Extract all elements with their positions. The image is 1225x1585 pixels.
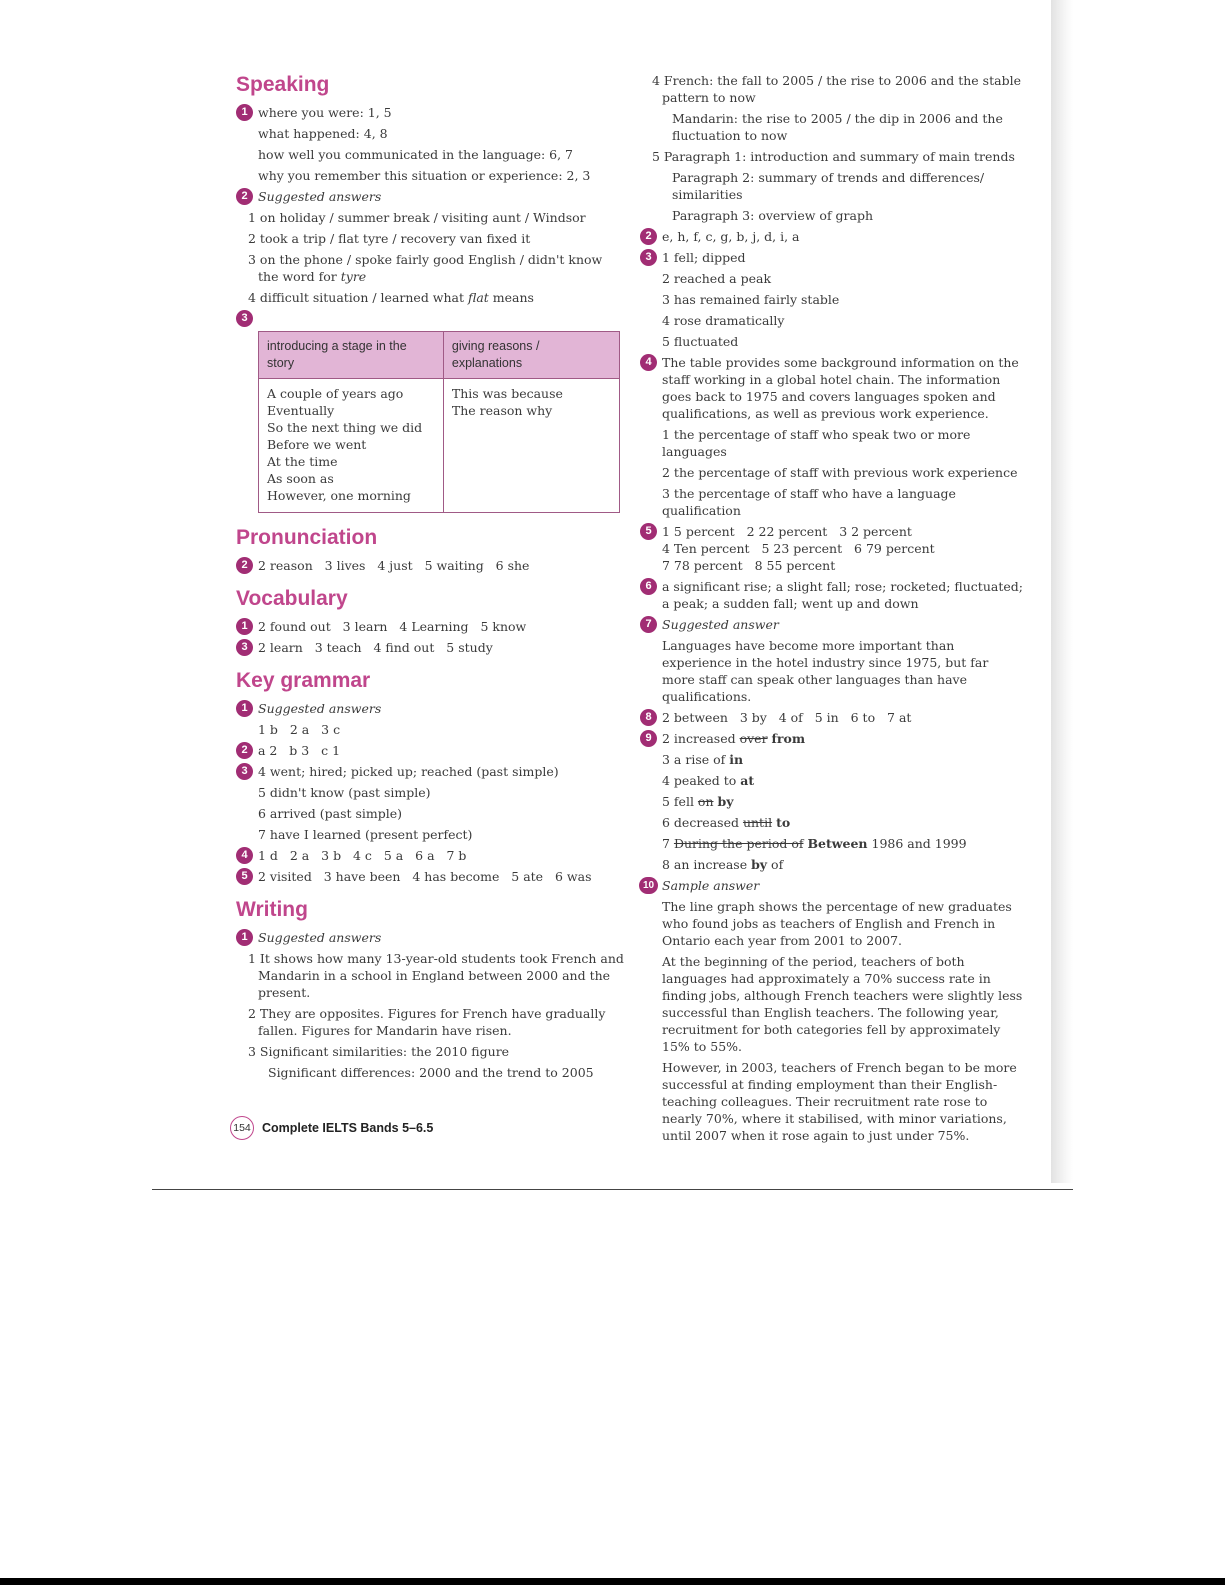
pronunciation-q2 [236, 557, 626, 574]
writing-q7 [640, 616, 1025, 705]
answer-line: 2 learn 3 teach 4 find out 5 study [258, 640, 493, 655]
correction-text: 6 decreased [662, 815, 743, 830]
answer-line: 3 Significant similarities: the 2010 figure [248, 1044, 510, 1059]
corrected-word: by [717, 794, 734, 809]
table-phrase: So the next thing we did [267, 420, 423, 435]
corrected-word: to [776, 815, 791, 830]
grammar-q3 [236, 763, 626, 843]
number-badge: 6 [640, 578, 657, 595]
answers-label: Suggested answers [258, 701, 382, 716]
struck-word: until [742, 815, 773, 830]
number-badge: 5 [640, 523, 657, 540]
table-header: introducing a stage in the story [259, 332, 444, 379]
answer-line: 5 didn't know (past simple) [258, 785, 431, 800]
grammar-q2 [236, 742, 626, 759]
answer-line: 1 5 percent 2 22 percent 3 2 percent [662, 524, 912, 539]
answer-text: 3 on the phone / spoke fairly good English / didn't know the word for [248, 252, 603, 284]
page-number: 154 [230, 1116, 254, 1140]
answer-line: 2 the percentage of staff with previous work experience [662, 465, 1018, 480]
writing-heading: Writing [236, 898, 308, 921]
pronunciation-section [236, 525, 626, 574]
answer-line: 7 78 percent 8 55 percent [662, 558, 836, 573]
answer-line: Mandarin: the rise to 2005 / the dip in 2006 and the fluctuation to now [672, 111, 1003, 143]
answer-line: 2 visited 3 have been 4 has become 5 ate 6 was [258, 869, 592, 884]
number-badge: 1 [236, 618, 253, 635]
table-cell [259, 379, 444, 513]
answer-line: how well you communicated in the language: 6, 7 [258, 147, 574, 162]
answer-paragraph: However, in 2003, teachers of French began to be more successful at finding employment than their English-teaching colleagues. Their recruitment rate rose to nearly 70%, where it stabilised, with minor variations, until 2007 when it rose again to just under 75%. [662, 1060, 1017, 1143]
page-footer [230, 1116, 433, 1140]
answer-paragraph: The line graph shows the percentage of new graduates who found jobs as teachers of English and French in Ontario each year from 2001 to 2007. [662, 899, 1012, 948]
answer-line: 3 has remained fairly stable [662, 292, 840, 307]
correction-text: of [767, 857, 784, 872]
answer-line [248, 251, 626, 285]
answer-line: 5 Paragraph 1: introduction and summary of main trends [652, 149, 1015, 164]
table-phrase: At the time [267, 454, 338, 469]
answers-label: Suggested answers [258, 930, 382, 945]
answer-line: Significant differences: 2000 and the trend to 2005 [268, 1065, 594, 1080]
answer-line: 7 have I learned (present perfect) [258, 827, 473, 842]
answer-line: 3 the percentage of staff who have a language qualification [662, 486, 956, 518]
answer-line: Paragraph 2: summary of trends and differences/ similarities [672, 170, 985, 202]
answer-line: 1 fell; dipped [662, 250, 746, 265]
number-badge: 3 [236, 310, 253, 327]
answer-text: 4 difficult situation / learned what [248, 290, 468, 305]
number-badge: 1 [236, 700, 253, 717]
answer-line [248, 289, 626, 306]
correction-text: 5 fell [662, 794, 698, 809]
speaking-q3 [236, 310, 626, 327]
grammar-heading: Key grammar [236, 669, 371, 692]
number-badge: 3 [640, 249, 657, 266]
table-header: giving reasons / explanations [443, 332, 619, 379]
vocabulary-q1 [236, 618, 626, 635]
correction-text: 4 peaked to [662, 773, 741, 788]
table-phrase: As soon as [267, 471, 334, 486]
grammar-section [236, 668, 626, 885]
number-badge: 4 [236, 847, 253, 864]
writing-q4 [640, 354, 1025, 519]
correction-line [662, 772, 1025, 789]
grammar-q5 [236, 868, 626, 885]
writing-q8 [640, 709, 1025, 726]
bottom-border [0, 1578, 1225, 1585]
number-badge: 7 [640, 616, 657, 633]
table-phrase: A couple of years ago [267, 386, 404, 401]
table-phrase: The reason why [451, 403, 553, 418]
writing-q5 [640, 523, 1025, 574]
number-badge: 3 [236, 763, 253, 780]
answer-line: 2 took a trip / flat tyre / recovery van fixed it [248, 231, 531, 246]
answer-line: what happened: 4, 8 [258, 126, 388, 141]
writing-section [236, 897, 626, 1081]
writing-q2 [640, 228, 1025, 245]
answer-line: 2 found out 3 learn 4 Learning 5 know [258, 619, 527, 634]
answer-line: 2 They are opposites. Figures for French have gradually fallen. Figures for Mandarin have risen. [248, 1006, 606, 1038]
grammar-q1 [236, 700, 626, 738]
corrected-word: at [740, 773, 755, 788]
correction-line [662, 793, 1025, 810]
answer-line: 2 reached a peak [662, 271, 772, 286]
correction-text: 2 increased [662, 731, 740, 746]
answer-line: why you remember this situation or experience: 2, 3 [258, 168, 591, 183]
speaking-q2 [236, 188, 626, 306]
corrected-word: in [729, 752, 744, 767]
struck-word: on [697, 794, 714, 809]
answer-line: 1 It shows how many 13-year-old students took French and Mandarin in a school in England between 2000 and the present. [248, 951, 624, 1000]
answer-line: 5 fluctuated [662, 334, 739, 349]
speaking-q1 [236, 104, 626, 184]
page-shadow-edge [1051, 0, 1073, 1183]
writing-q9 [640, 730, 1025, 873]
answers-label: Suggested answers [258, 189, 382, 204]
answer-italic: flat [468, 290, 489, 305]
answer-line: Paragraph 3: overview of graph [672, 208, 874, 223]
number-badge: 1 [236, 104, 253, 121]
writing-q6 [640, 578, 1025, 612]
pronunciation-heading: Pronunciation [236, 526, 378, 549]
answers-label: Suggested answer [662, 617, 779, 632]
answer-line: where you were: 1, 5 [258, 105, 392, 120]
correction-line [662, 856, 1025, 873]
writing-q1 [236, 929, 626, 1081]
answer-line: 4 French: the fall to 2005 / the rise to 2006 and the stable pattern to now [652, 73, 1021, 105]
answer-text: means [488, 290, 534, 305]
answer-paragraph: At the beginning of the period, teachers of both languages had approximately a 70% success rate in finding jobs, although French teachers were slightly less successful than English teachers. The following year, recruitment for both categories fell by approximately 15% to 55%. [662, 954, 1023, 1054]
table-phrase: Eventually [267, 403, 335, 418]
correction-text: 1986 and 1999 [867, 836, 967, 851]
corrected-word: from [771, 731, 806, 746]
table-phrase: This was because [451, 386, 563, 401]
speaking-heading: Speaking [236, 73, 330, 96]
number-badge: 1 [236, 929, 253, 946]
right-column [640, 72, 1025, 1148]
answers-label: Sample answer [662, 878, 760, 893]
number-badge: 3 [236, 639, 253, 656]
book-title: Complete IELTS Bands 5–6.5 [262, 1121, 434, 1135]
answer-line: 1 the percentage of staff who speak two or more languages [662, 427, 971, 459]
number-badge: 10 [639, 877, 658, 894]
number-badge: 8 [640, 709, 657, 726]
answer-line: e, h, f, c, g, b, j, d, i, a [662, 229, 800, 244]
answer-line: 1 d 2 a 3 b 4 c 5 a 6 a 7 b [258, 848, 467, 863]
answer-paragraph: Languages have become more important than experience in the hotel industry since 1975, but far more staff can speak other languages than have qualifications. [662, 638, 989, 704]
number-badge: 5 [236, 868, 253, 885]
answer-line: 2 between 3 by 4 of 5 in 6 to 7 at [662, 710, 912, 725]
writing-q1-continued [640, 72, 1025, 224]
vocabulary-q3 [236, 639, 626, 656]
answer-italic: tyre [340, 269, 367, 284]
answer-line: 4 Ten percent 5 23 percent 6 79 percent [662, 541, 935, 556]
answer-paragraph: The table provides some background information on the staff working in a global hotel chain. The information goes back to 1975 and covers languages spoken and qualifications, as well as previous work experience. [662, 355, 1019, 421]
answer-line: 1 on holiday / summer break / visiting aunt / Windsor [248, 210, 586, 225]
correction-text: 3 a rise of [662, 752, 730, 767]
left-column [236, 72, 626, 1093]
answer-line: 1 b 2 a 3 c [258, 722, 341, 737]
number-badge: 2 [236, 742, 253, 759]
correction-line [662, 751, 1025, 768]
vocabulary-heading: Vocabulary [236, 587, 348, 610]
table-phrase: Before we went [267, 437, 367, 452]
corrected-word: Between [807, 836, 868, 851]
vocabulary-section [236, 586, 626, 656]
answer-line: 6 arrived (past simple) [258, 806, 403, 821]
number-badge: 2 [640, 228, 657, 245]
number-badge: 2 [236, 188, 253, 205]
number-badge: 4 [640, 354, 657, 371]
table-phrase: However, one morning [267, 488, 411, 503]
writing-q3 [640, 249, 1025, 350]
grammar-q4 [236, 847, 626, 864]
correction-text: 8 an increase [662, 857, 752, 872]
corrected-word: by [751, 857, 768, 872]
answer-line: 2 reason 3 lives 4 just 5 waiting 6 she [258, 558, 530, 573]
writing-q10 [640, 877, 1025, 1144]
number-badge: 2 [236, 557, 253, 574]
speaking-section [236, 72, 626, 513]
answer-line: a 2 b 3 c 1 [258, 743, 341, 758]
correction-line [662, 730, 1025, 747]
horizontal-rule [152, 1189, 1073, 1190]
answer-line: a significant rise; a slight fall; rose; rocketed; fluctuated; a peak; a sudden fall; went up and down [662, 579, 1023, 611]
phrases-table [258, 331, 620, 513]
correction-line [662, 835, 1025, 852]
table-cell [443, 379, 619, 513]
answer-line: 4 rose dramatically [662, 313, 785, 328]
struck-word: over [739, 731, 768, 746]
number-badge: 9 [640, 730, 657, 747]
answer-line: 4 went; hired; picked up; reached (past simple) [258, 764, 559, 779]
correction-line [662, 814, 1025, 831]
struck-word: During the period of [673, 836, 804, 851]
correction-text: 7 [662, 836, 674, 851]
